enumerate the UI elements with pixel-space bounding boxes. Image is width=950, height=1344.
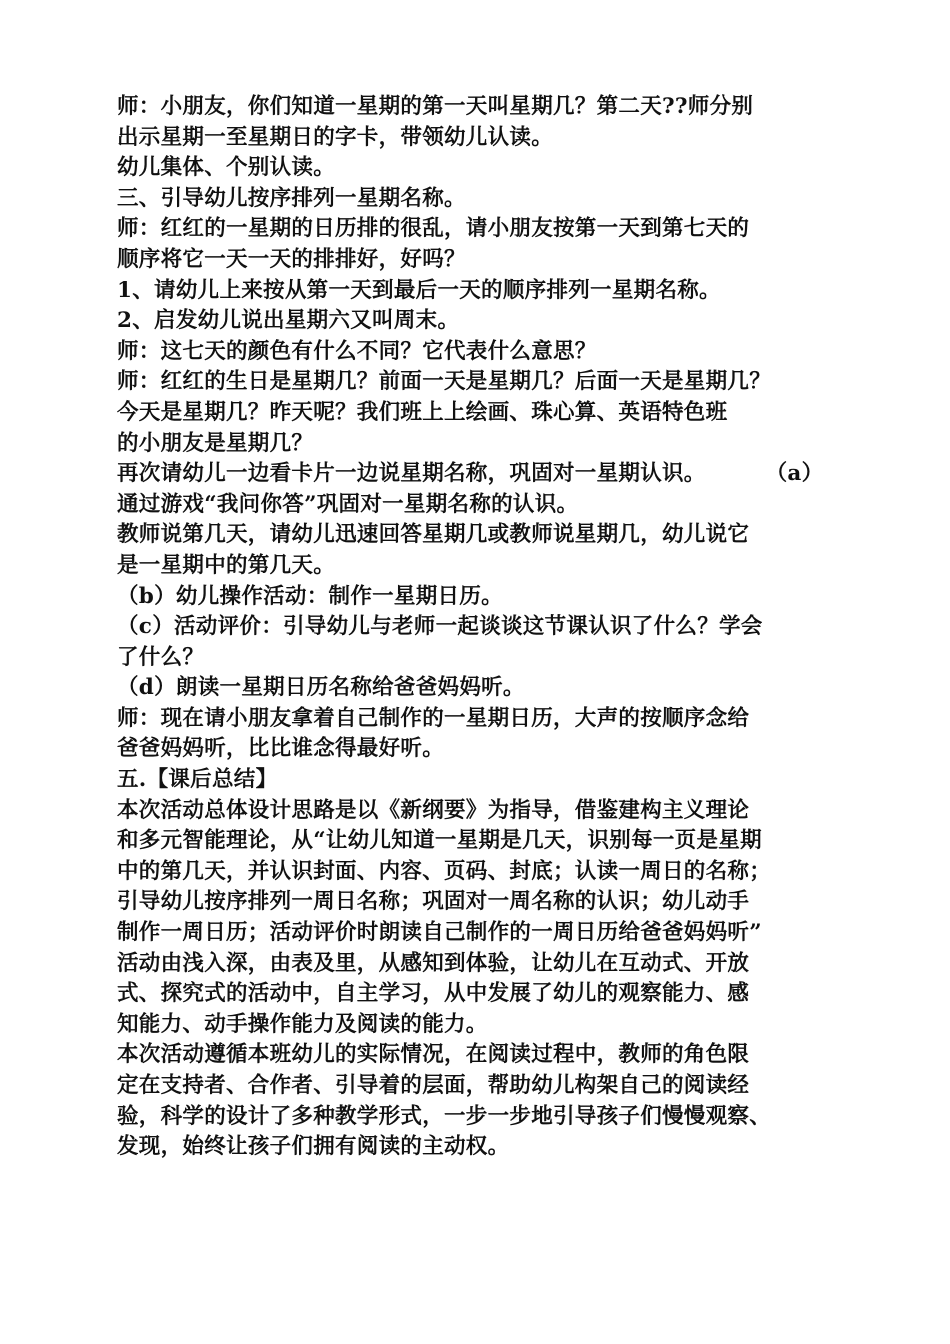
text-line: 中的第几天，并认识封面、内容、页码、封底；认读一周日的名称；	[117, 858, 772, 884]
text-line: 制作一周日历；活动评价时朗读自己制作的一周日历给爸爸妈妈听”	[117, 920, 762, 946]
text-line: （b）幼儿操作活动：制作一星期日历。	[117, 583, 503, 609]
text-line: 和多元智能理论，从“让幼儿知道一星期是几天，识别每一页是星期	[117, 828, 762, 854]
text-line: （d）朗读一星期日历名称给爸爸妈妈听。	[117, 675, 525, 701]
text-line: 师：这七天的颜色有什么不同？它代表什么意思？	[117, 338, 597, 364]
text-line: 的小朋友是星期几？	[117, 430, 314, 456]
text-line: 定在支持者、合作者、引导着的层面，帮助幼儿构架自己的阅读经	[117, 1073, 750, 1098]
section-heading: 五.【课后总结】	[117, 767, 278, 793]
text-line: 本次活动遵循本班幼儿的实际情况，在阅读过程中，教师的角色限	[117, 1042, 750, 1068]
text-segment: 再次请幼儿一边看卡片一边说星期名称，巩固对一星期认识。	[117, 461, 706, 487]
text-line-with-tail	[117, 459, 857, 490]
text-line: 教师说第几天，请幼儿迅速回答星期几或教师说星期几，幼儿说它	[117, 522, 750, 548]
text-line: 爸爸妈妈听，比比谁念得最好听。	[117, 736, 445, 762]
text-line: 式、探究式的活动中，自主学习，从中发展了幼儿的观察能力、感	[117, 981, 750, 1007]
text-line: 顺序将它一天一天的排排好，好吗？	[117, 246, 466, 272]
text-line: 活动由浅入深，由表及里，从感知到体验，让幼儿在互动式、开放	[117, 950, 750, 976]
text-line: 引导幼儿按序排列一周日名称；巩固对一周名称的认识；幼儿动手	[117, 889, 750, 915]
document-body	[117, 92, 857, 1163]
text-line: 发现，始终让孩子们拥有阅读的主动权。	[117, 1134, 510, 1160]
text-line: 师：现在请小朋友拿着自己制作的一星期日历，大声的按顺序念给	[117, 705, 750, 731]
text-line: 1、请幼儿上来按从第一天到最后一天的顺序排列一星期名称。	[117, 277, 721, 303]
text-line: （c）活动评价：引导幼儿与老师一起谈谈这节课认识了什么？学会	[117, 614, 763, 640]
text-line: 2、启发幼儿说出星期六又叫周末。	[117, 308, 460, 334]
text-line: 是一星期中的第几天。	[117, 552, 336, 578]
text-line: 师：红红的一星期的日历排的很乱，请小朋友按第一天到第七天的	[117, 216, 750, 242]
text-line: 三、引导幼儿按序排列一星期名称。	[117, 185, 466, 211]
text-line: 幼儿集体、个别认读。	[117, 155, 336, 181]
text-line: 今天是星期几？昨天呢？我们班上上绘画、珠心算、英语特色班	[117, 399, 728, 425]
text-line: 师：红红的生日是星期几？前面一天是星期几？后面一天是星期几？	[117, 369, 772, 395]
text-line: 师：小朋友，你们知道一星期的第一天叫星期几？第二天??师分别	[117, 94, 754, 119]
text-line: 验，科学的设计了多种教学形式，一步一步地引导孩子们慢慢观察、	[117, 1103, 772, 1129]
text-line: 了什么？	[117, 644, 205, 670]
text-line: 知能力、动手操作能力及阅读的能力。	[117, 1011, 488, 1037]
text-line: 通过游戏“我问你答”巩固对一星期名称的认识。	[117, 491, 579, 517]
text-line: 出示星期一至星期日的字卡，带领幼儿认读。	[117, 124, 554, 150]
text-segment-tail: （a）	[765, 461, 824, 487]
text-line: 本次活动总体设计思路是以《新纲要》为指导，借鉴建构主义理论	[117, 797, 750, 823]
